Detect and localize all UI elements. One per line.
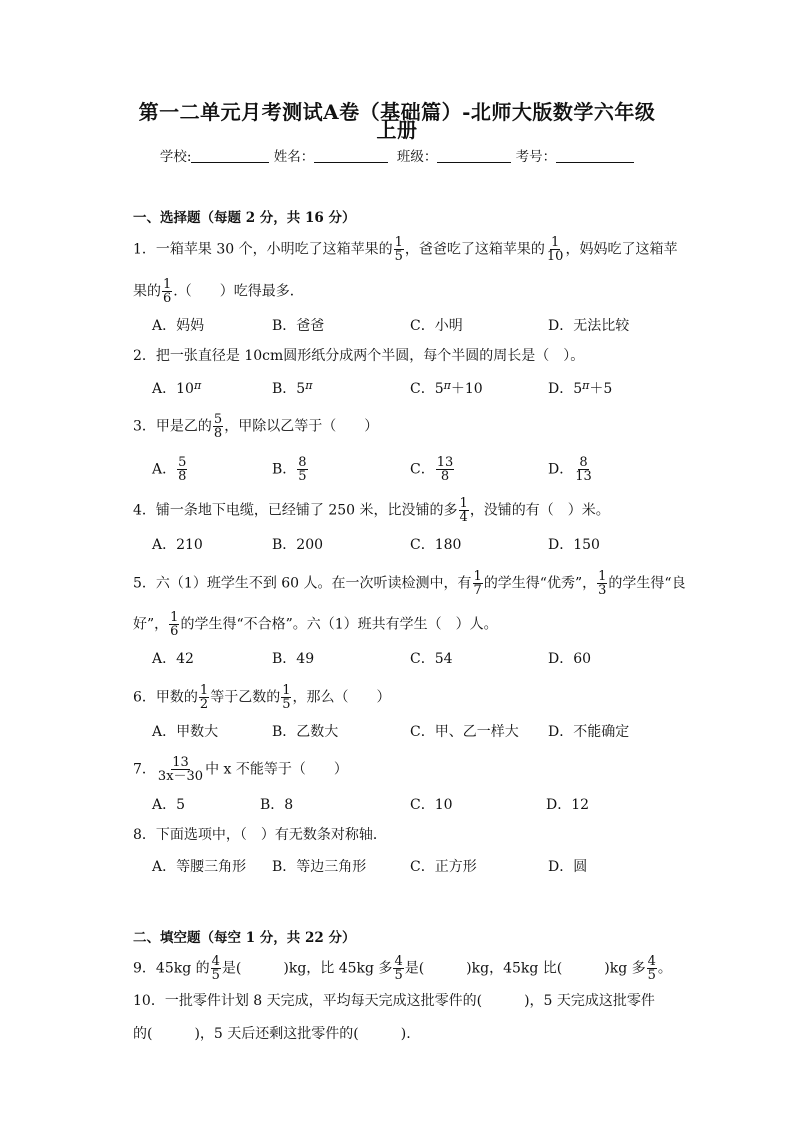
fraction: $\frac{1}{2}$	[199, 683, 209, 712]
question-4	[133, 497, 610, 524]
q5-options	[152, 648, 672, 668]
option-b[interactable]: B． $\frac{8}{5}$	[272, 455, 307, 484]
q7-text: 中 x 不能等于（ ）	[205, 761, 348, 778]
name-label: 姓名：	[273, 149, 315, 165]
q3-text: ，甲除以乙等于（ ）	[224, 418, 379, 435]
option-b[interactable]: B．8	[260, 797, 294, 813]
option-b[interactable]: B．乙数大	[272, 724, 339, 740]
q4-text: ，没铺的有（ ）米。	[469, 502, 610, 519]
q3-options	[152, 455, 672, 484]
q7-options	[152, 794, 672, 814]
option-d[interactable]: D．无法比较	[548, 318, 630, 334]
option-c[interactable]: C． $\frac{13}{8}$	[410, 455, 454, 484]
option-a[interactable]: A．等腰三角形	[152, 859, 247, 875]
option-a[interactable]: A．妈妈	[152, 318, 205, 334]
fraction: $\frac{1}{7}$	[473, 569, 482, 598]
q1-text: ，爸爸吃了这箱苹果的	[404, 241, 545, 258]
q6-options	[152, 721, 672, 741]
q3-text: 3．甲是乙的	[133, 418, 212, 435]
class-label: 班级：	[396, 149, 438, 165]
q1-text: 1．一箱苹果 30 个，小明吃了这箱苹果的	[133, 241, 393, 258]
option-c[interactable]: C．正方形	[410, 859, 477, 875]
option-b[interactable]: B．49	[272, 651, 315, 667]
student-info-line	[0, 145, 794, 165]
option-c[interactable]: C．甲、乙一样大	[410, 724, 519, 740]
option-d[interactable]: D．$5^\pi+5$	[548, 379, 613, 397]
class-blank[interactable]	[437, 148, 511, 163]
question-2: 2．把一张直径是 10cm圆形纸分成两个半圆，每个半圆的周长是（ ）。	[133, 348, 585, 364]
q2-options	[152, 378, 672, 398]
exam-no-blank[interactable]	[556, 148, 634, 163]
q1-text: ，妈妈吃了这箱苹	[565, 241, 678, 258]
q4-text: 4．铺一条地下电缆，已经铺了 250 米，比没铺的多	[133, 502, 458, 519]
option-b[interactable]: B．等边三角形	[272, 859, 367, 875]
fraction: $\frac{4}{5}$	[394, 954, 403, 983]
q9-text: 。	[657, 960, 672, 977]
option-d[interactable]: D．12	[546, 797, 590, 813]
q6-text: 等于乙数的	[210, 689, 281, 706]
q9-text: 是( )kg，比 45kg 多	[221, 960, 393, 977]
fraction: $\frac{1}{6}$	[163, 277, 172, 306]
option-c[interactable]: C．180	[410, 537, 462, 553]
school-label: 学校:	[159, 149, 192, 165]
question-10-line2: 的( )，5 天后还剩这批零件的( ).	[133, 1026, 411, 1042]
q5-text: 5．六（1）班学生不到 60 人。在一次听读检测中，有	[133, 575, 472, 592]
option-d[interactable]: D．150	[548, 537, 600, 553]
option-a[interactable]: A．5	[152, 797, 186, 813]
option-c[interactable]: C．小明	[410, 318, 463, 334]
q4-options	[152, 534, 672, 554]
section-heading-fill: 二、填空题（每空 1 分，共 22 分）	[133, 930, 356, 946]
q8-options	[152, 856, 672, 876]
q6-text: 6．甲数的	[133, 689, 198, 706]
fraction: $\frac{1}{3}$	[598, 569, 607, 598]
question-9	[133, 955, 672, 982]
exam-title-line2: 上册	[376, 118, 418, 142]
school-blank[interactable]	[191, 148, 269, 163]
option-c[interactable]: C．54	[410, 651, 453, 667]
option-d[interactable]: D．不能确定	[548, 724, 630, 740]
q5-text: 的学生得“优秀”，	[483, 575, 597, 592]
option-c[interactable]: C．$5^\pi+10$	[410, 379, 483, 397]
question-5-line2	[133, 611, 498, 638]
option-a[interactable]: A．210	[152, 537, 203, 553]
option-a[interactable]: A．$10^\pi$	[152, 379, 202, 397]
question-8: 8．下面选项中，（ ）有无数条对称轴．	[133, 827, 387, 843]
exam-no-label: 考号：	[515, 149, 557, 165]
question-3	[133, 413, 378, 440]
fraction: $\frac{1}{6}$	[170, 610, 179, 639]
option-b[interactable]: B．200	[272, 537, 324, 553]
q1-text: 果的	[133, 283, 161, 300]
option-a[interactable]: A． $\frac{5}{8}$	[152, 455, 187, 484]
q9-text: 是( )kg，45kg 比( )kg 多	[404, 960, 646, 977]
fraction: $\frac{5}{8}$	[213, 412, 223, 441]
question-7	[133, 756, 348, 783]
option-a[interactable]: A．42	[152, 651, 194, 667]
q5-text: 的学生得“良	[608, 575, 686, 592]
fraction: $\frac{1}{10}$	[546, 235, 564, 264]
fraction: $\frac{13}{3x-30}$	[157, 755, 204, 784]
q6-text: ，那么（ ）	[292, 689, 391, 706]
question-6	[133, 684, 390, 711]
fraction: $\frac{4}{5}$	[211, 954, 220, 983]
option-d[interactable]: D．圆	[548, 859, 588, 875]
option-b[interactable]: B．爸爸	[272, 318, 325, 334]
q5-text: 好”，	[133, 616, 169, 633]
q1-text: .（ ）吃得最多．	[173, 283, 304, 300]
option-b[interactable]: B．$5^\pi$	[272, 379, 313, 397]
q9-text: 9．45kg 的	[133, 960, 210, 977]
option-a[interactable]: A．甲数大	[152, 724, 219, 740]
fraction: $\frac{1}{5}$	[282, 683, 291, 712]
q1-options	[152, 315, 672, 335]
question-1-line1	[133, 236, 677, 263]
name-blank[interactable]	[314, 148, 388, 163]
q5-text: 的学生得“不合格”。六（1）班共有学生（ ）人。	[180, 616, 498, 633]
question-10-line1: 10．一批零件计划 8 天完成，平均每天完成这批零件的( )，5 天完成这批零件	[133, 993, 655, 1009]
question-1-line2	[133, 278, 304, 305]
option-d[interactable]: D． $\frac{8}{13}$	[548, 455, 592, 484]
section-heading-choice: 一、选择题（每题 2 分，共 16 分）	[133, 210, 356, 226]
exam-title-line1: 第一二单元月考测试A卷（基础篇）-北师大版数学六年级	[138, 100, 656, 124]
fraction: $\frac{1}{4}$	[459, 496, 468, 525]
fraction: $\frac{4}{5}$	[647, 954, 656, 983]
fraction: $\frac{1}{5}$	[394, 235, 403, 264]
option-d[interactable]: D．60	[548, 651, 592, 667]
q7-text: 7．	[133, 761, 156, 778]
question-5-line1	[133, 570, 686, 597]
option-c[interactable]: C．10	[410, 797, 453, 813]
